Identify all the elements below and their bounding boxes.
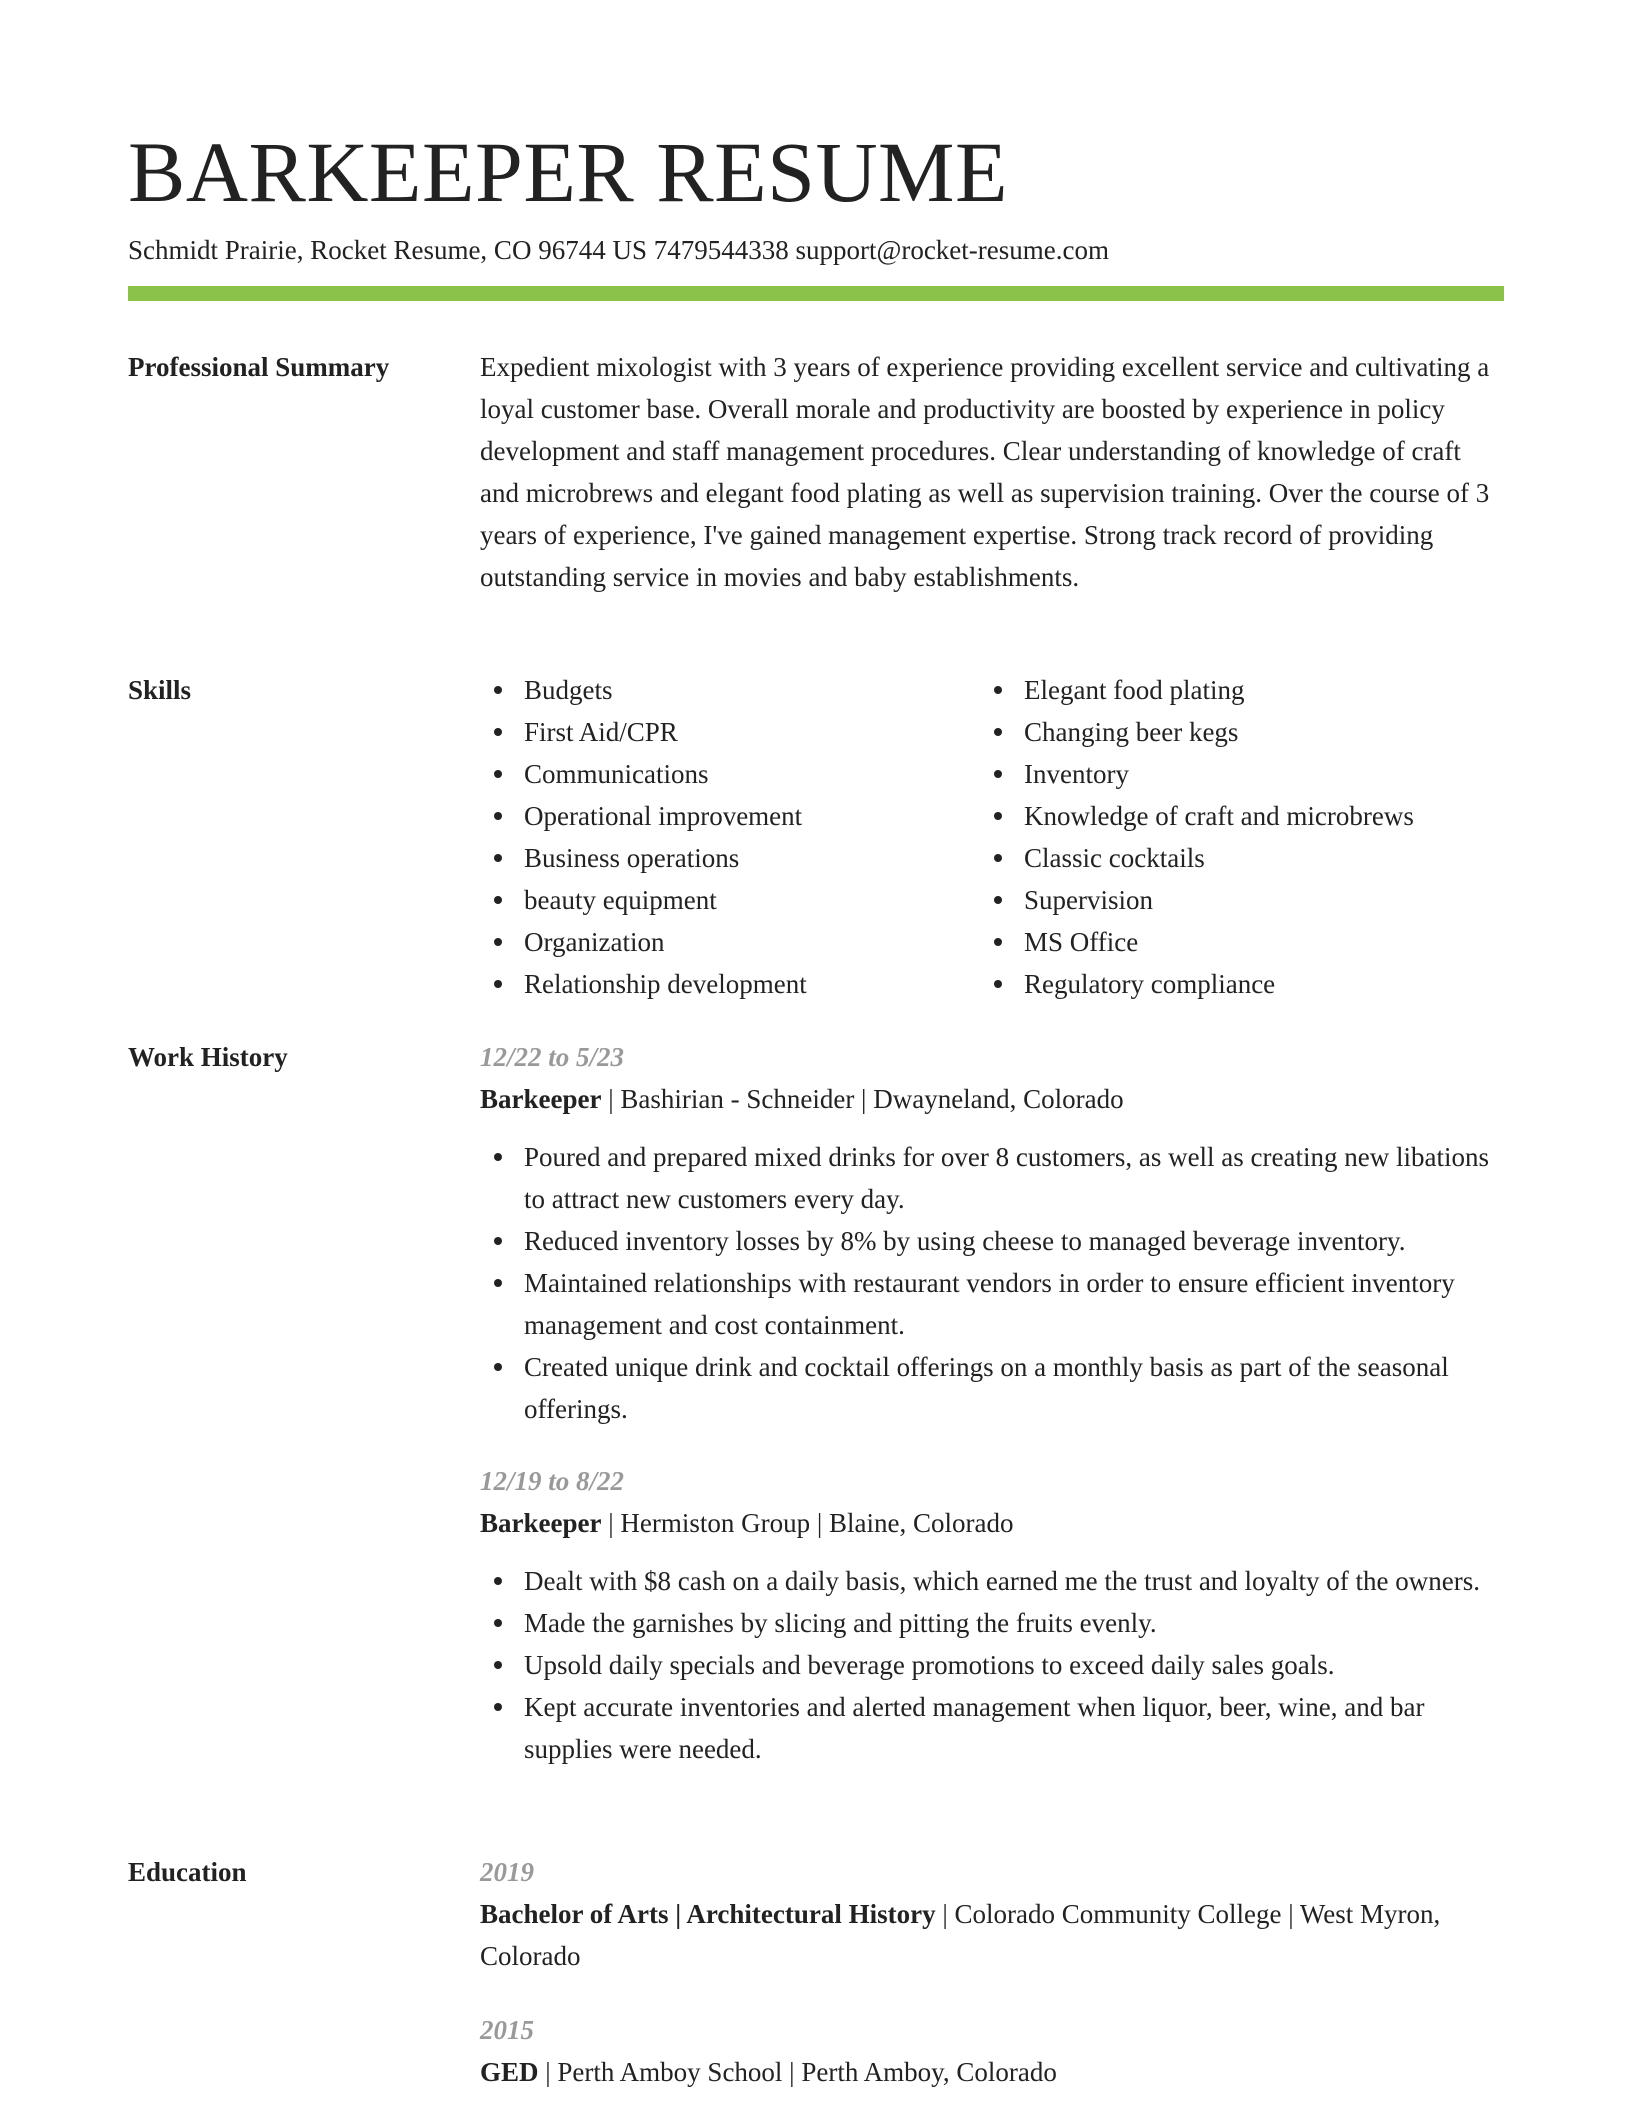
job-responsibilities bbox=[480, 1136, 1504, 1430]
job-role-line bbox=[480, 1502, 1504, 1544]
skills-list-right bbox=[980, 669, 1480, 1005]
skills-label: Skills bbox=[128, 675, 192, 705]
job-title: Barkeeper bbox=[480, 1084, 602, 1114]
education-school: | Colorado Community College | West Myron, Colorado bbox=[480, 1899, 1441, 1971]
skill-item: Communications bbox=[480, 753, 980, 795]
job-entry bbox=[480, 1036, 1504, 1430]
education-degree: Bachelor of Arts | Architectural History bbox=[480, 1899, 936, 1929]
skill-item: Supervision bbox=[980, 879, 1480, 921]
job-title: Barkeeper bbox=[480, 1508, 602, 1538]
contact-line: Schmidt Prairie, Rocket Resume, CO 96744 US 7479544338 support@rocket-resume.com bbox=[128, 235, 1109, 265]
education-degree: GED bbox=[480, 2057, 539, 2087]
summary-text: Expedient mixologist with 3 years of experience providing excellent service and cultivating a loyal customer base. Overall morale and productivity are boosted by experience in policy development and staff management procedures. Clear understanding of knowledge of craft and microbrews and elegant food plating as well as supervision training. Over the course of 3 years of experience, I've gained management expertise. Strong track record of providing outstanding service in movies and baby establishments. bbox=[480, 352, 1490, 592]
job-dates: 12/19 to 8/22 bbox=[480, 1466, 625, 1496]
education-school: | Perth Amboy School | Perth Amboy, Colorado bbox=[538, 2057, 1057, 2087]
skill-item: Classic cocktails bbox=[980, 837, 1480, 879]
skill-item: MS Office bbox=[980, 921, 1480, 963]
job-dates: 12/22 to 5/23 bbox=[480, 1042, 625, 1072]
education-entry bbox=[480, 2009, 1504, 2093]
job-employer: | Bashirian - Schneider | Dwayneland, Colorado bbox=[601, 1084, 1124, 1114]
skill-item: Business operations bbox=[480, 837, 980, 879]
skills-list-left bbox=[480, 669, 980, 1005]
skill-item: Knowledge of craft and microbrews bbox=[980, 795, 1480, 837]
skill-item: Relationship development bbox=[480, 963, 980, 1005]
education-line bbox=[480, 1893, 1504, 1977]
responsibility-item: Made the garnishes by slicing and pitting the fruits evenly. bbox=[480, 1602, 1504, 1644]
skill-item: Regulatory compliance bbox=[980, 963, 1480, 1005]
responsibility-item: Poured and prepared mixed drinks for over 8 customers, as well as creating new libations to attract new customers every day. bbox=[480, 1136, 1504, 1220]
skill-item: Organization bbox=[480, 921, 980, 963]
education-year: 2019 bbox=[480, 1857, 534, 1887]
responsibility-item: Maintained relationships with restaurant vendors in order to ensure efficient inventory management and cost containment. bbox=[480, 1262, 1504, 1346]
responsibility-item: Dealt with $8 cash on a daily basis, which earned me the trust and loyalty of the owners. bbox=[480, 1560, 1504, 1602]
responsibility-item: Created unique drink and cocktail offerings on a monthly basis as part of the seasonal offerings. bbox=[480, 1346, 1504, 1430]
education-year: 2015 bbox=[480, 2015, 534, 2045]
responsibility-item: Upsold daily specials and beverage promotions to exceed daily sales goals. bbox=[480, 1644, 1504, 1686]
skill-item: Operational improvement bbox=[480, 795, 980, 837]
education-line bbox=[480, 2051, 1504, 2093]
skill-item: Changing beer kegs bbox=[980, 711, 1480, 753]
skill-item: Inventory bbox=[980, 753, 1480, 795]
job-employer: | Hermiston Group | Blaine, Colorado bbox=[601, 1508, 1014, 1538]
job-role-line bbox=[480, 1078, 1504, 1120]
resume-title: BARKEEPER RESUME bbox=[128, 124, 1009, 220]
skill-item: Elegant food plating bbox=[980, 669, 1480, 711]
job-responsibilities bbox=[480, 1560, 1504, 1770]
summary-label: Professional Summary bbox=[128, 352, 390, 382]
responsibility-item: Kept accurate inventories and alerted management when liquor, beer, wine, and bar supplies were needed. bbox=[480, 1686, 1504, 1770]
education-entry bbox=[480, 1851, 1504, 1977]
responsibility-item: Reduced inventory losses by 8% by using cheese to managed beverage inventory. bbox=[480, 1220, 1504, 1262]
education-label: Education bbox=[128, 1857, 247, 1887]
skill-item: beauty equipment bbox=[480, 879, 980, 921]
skill-item: First Aid/CPR bbox=[480, 711, 980, 753]
header-divider bbox=[128, 286, 1504, 301]
skill-item: Budgets bbox=[480, 669, 980, 711]
work-history-label: Work History bbox=[128, 1042, 288, 1072]
job-entry bbox=[480, 1460, 1504, 1770]
